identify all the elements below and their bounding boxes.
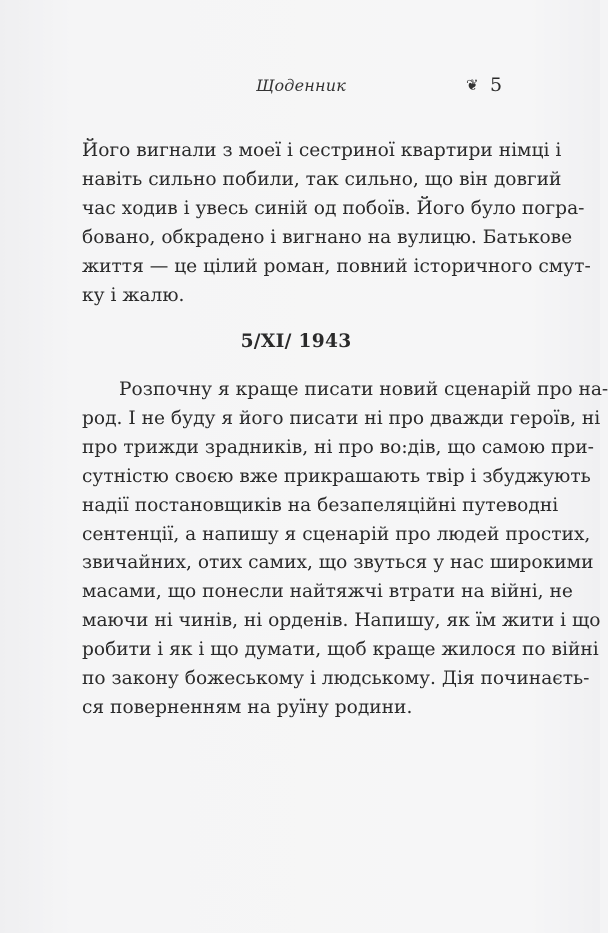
text-line: сутністю своєю вже прикрашають твір і збуджують [82,465,591,487]
text-line: Розпочну я краще писати новий сценарій про на- [119,379,608,400]
running-head [0,74,600,102]
text-line: навіть сильно побили, так сильно, що він довгий [82,168,562,190]
paragraph-1 [82,137,591,310]
text-line: звичайних, отих самих, що звуться у нас широкими [82,552,594,574]
text-line: бовано, обкрадено і вигнано на вулицю. Батькове [82,226,573,248]
text-line: час ходив і увесь синій од побоїв. Його було погра- [82,197,585,219]
fleuron-icon: ❦ [466,76,479,94]
running-title: Щоденник [256,76,347,95]
text-line: Його вигнали з моеї і сестриної квартири німці і [82,140,562,161]
text-line: надії постановщиків на безапеляційні путеводні [82,494,559,516]
text-line: робити і як і що думати, щоб краще жилося по війні [82,639,599,661]
text-line: ся поверненням на руїну родини. [82,696,413,718]
date-heading-text: 5/XI/ 1943 [240,331,352,352]
text-line: ку і жалю. [82,284,185,306]
text-line: масами, що понесли найтяжчі втрати на війні, не [82,581,573,603]
text-line: род. І не буду я його писати ні про двaжди героїв, ні [82,407,601,429]
text-line: по закону божеському і людському. Дія починаєть- [82,668,590,690]
text-line: про трижди зрадників, ні про во:дів, що самою при- [82,436,594,458]
paragraph-2 [82,376,608,723]
text-line: сентенції, а напишу я сценарій про людей простих, [82,523,591,545]
date-heading [0,331,600,352]
page-number: 5 [490,74,503,96]
text-line: маючи ні чинів, ні орденів. Напишу, як їм жити і що [82,610,601,632]
text-line: життя — це цілий роман, повний історичного смут- [82,255,591,277]
